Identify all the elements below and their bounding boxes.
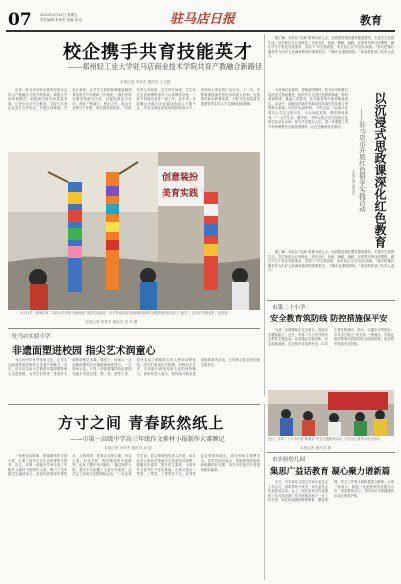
bottom-feature-title: 方寸之间 青春跃然纸上 — [58, 414, 225, 432]
school-kicker: 市第二十小学 — [272, 305, 306, 311]
lower-kicker: 驻马店实验小学 — [12, 334, 51, 340]
safety-caption: 近日，市第二十小学开展“防溺水”安全主题教育活动，学生们认真学习安全知识。 — [268, 437, 383, 441]
right-feature-text-cont: 据了解，该县以“双减”政策为切入点，全面推进课后服务提质增效，丰富学生校园生活。各学校结合自身特色，开设书法、绘画、舞蹈、编程、足球等多种社团课程，满足学生个性化发展需求，实现了“学生愿意留、家长放心交”的良好局面。“我们把课后服务作为办好人民满意教育的重要抓手，不断优化课程供给。”该县教育部门负责人表示。 — [268, 250, 394, 273]
divider-lower-left — [8, 328, 260, 329]
safety-photo — [268, 390, 394, 436]
photo-label-line1: 创意装扮 — [162, 173, 199, 183]
editor-line: 责任编辑 李荣杰 美编 田迁 — [40, 18, 82, 22]
bottom-right-kicker: 市实验幼儿园 — [272, 457, 306, 463]
column-divider-main — [264, 34, 265, 396]
right-top-body — [268, 36, 394, 86]
lower-title: 非遗面塑进校园 指尖艺术润童心 — [12, 346, 156, 357]
lead-body-text: 近来，驻马店市职业教育在校企合作与产教融合方面不断探索，构建人才培养新模式，助推地方经济高质量发展。记者在走访中了解到，学院与多家企业签订合作协议，共建实训基地，开设订单班，让学生在校期间就能接触到真实的生产环境和工作流程。“我们坚持以服务发展为宗旨、以促进就业为导向，深化产教融合、校企合作，推动专业链与产业链、岗位链有机衔接。”学院负责人介绍说。在实训车间里，学生们在企业师傅的指导下认真操作设备，一丝不苟地完成每一道工序。近年来，学院累计为地方企业输送技能人才数千名，毕业生就业率持续保持较高水平，得到用人单位的广泛认可。下一步，学院将继续深化校企协同育人机制，完善现代职业教育体系，为驻马店高质量发展提供坚实的人才支撑和技能保障。 — [8, 88, 260, 111]
feature-title-vertical: 以沉浸式思政课深化红色教育 — [373, 92, 387, 248]
page-header — [0, 0, 401, 34]
lead-title: 校企携手共育技能英才 — [63, 42, 253, 63]
school-title: 安全教育筑防线 防控措施保平安 — [270, 313, 388, 323]
right-feature-body — [268, 88, 348, 248]
safety-photo-illustration — [268, 390, 394, 436]
bottom-right-title: 集思广益话教育 凝心聚力谱新篇 — [270, 466, 391, 476]
section-title: 教育 — [360, 14, 382, 27]
lead-subtitle: ——郑州轻工业大学驻马店商业技术学院共育产教融合新路径 — [68, 62, 263, 71]
bottom-feature-text: 一张张色彩鲜明、排版精美的手抄小报，汇聚了同学们对生活的观察与思考。近日，市第一高级中学举办高三年级作文素材小报制作大赛，吸引了全年级学生踊跃参与。参赛作品围绕时事热点、人物风采、经典名句等主题，内容丰富，形式多样，既有精美的手绘插图，也有工整的书法摘抄。“通过制作小报，我们不仅积累了大量写作素材，还学会了如何分类整理和运用。”一位参赛学生说。语文教研组负责人介绍，举办此次大赛旨在帮助学生拓宽阅读视野、积累写作素材、提升语文素养，为高考作文备考打下坚实基础。比赛评选出一等奖、二等奖、三等奖若干名，优秀作品在校园内展出，供全体师生观摩学习。同学们纷纷表示，将继续保持阅读和积累的好习惯，用手中的笔书写青春的精彩篇章。 — [8, 454, 260, 477]
divider-bottom-feature — [8, 404, 260, 405]
bottom-right-text: 近日，市实验幼儿园召开家长委员会工作会议，园领导班子成员、家长委员会代表参加会议。会上，园长向家长代表通报了幼儿园近期工作开展情况和下一步工作计划，家长代表围绕保育教育、膳食管理、安全工作等方面积极建言献策。大家一致表示，将进一步加强家园沟通与合作，形成教育合力，共同为幼儿的健康快乐成长保驾护航。 — [268, 480, 394, 503]
bottom-feature-byline: 本报记者 李荣杰 通讯员 孙 欣 — [104, 446, 152, 450]
photo-label-box — [158, 166, 204, 206]
right-feature-text: 为传承红色基因，厚植爱国情怀，驻马店市积极打造沉浸式思政课堂，组织学生走进红色教育基地，聆听革命故事，重温入党誓词，在实地参观中接受精神洗礼。活动中，讲解员声情并茂地讲述革命先烈英勇斗争的感人事迹，同学们认真聆听，不时记录。“以前只在课本上学过这段历史，今天身临其境，感受特别深刻。”一名学生说。据介绍，今年以来全市已组织红色研学活动百余场，参与学生数万人次，进一步增强了青少年的理想信念和家国情怀，让红色精神代代相传。 — [268, 88, 348, 129]
newspaper-logo: 驻马店日报 — [170, 12, 236, 27]
divider-bottom-right — [267, 452, 395, 453]
photo-credit: 本报记者 李荣杰 通讯员 刘 丹 摄 — [85, 320, 138, 324]
safety-credit: 本报记者 通讯员 摄 — [300, 446, 332, 450]
bottom-right-body — [268, 480, 394, 580]
yarn-tree-photo — [8, 152, 260, 310]
lower-body-text: 为弘扬中华优秀传统文化，让学生近距离感受非物质文化遗产的魅力，近日，驻马店实验小学邀请非遗面塑传承人走进校园，为学生们带来一堂别开生面的面塑艺术课。课堂上，传承人一边讲解面塑的历史渊源和制作技巧，一边现场示范，只见一团团普通的彩色面团在她手中经过揉、搓、捏、挑等工序，很快变成了栩栩如生的人物和动物造型。同学们看得目不转睛，纷纷动手尝试，在体验中感受传统文化的独特魅力。该校负责人表示，将持续开展非遗进校园系列活动，让传统文化在校园里生根发芽。 — [8, 358, 260, 376]
right-top-text: 据了解，该县以“双减”政策为切入点，全面推进课后服务提质增效，丰富学生校园生活。各学校结合自身特色，开设书法、绘画、舞蹈、编程、足球等多种社团课程，满足学生个性化发展需求，实现了“学生愿意留、家长放心交”的良好局面。“我们把课后服务作为办好人民满意教育的重要抓手，不断优化课程供给。”该县教育部门负责人表示。 — [268, 36, 394, 59]
photo-caption: 4月11日，驿城区第二实验小学开展“创意装扮”美育实践活动，孩子们用彩色毛线和废旧材料为校园里的树木穿上“新衣”，在动手中感受美、创造美。 — [20, 311, 231, 315]
feature-subtitle-vertical: ——驻马店市开展红色研学实践活动 — [358, 108, 366, 212]
date-line: 2024年4月12日 星期五 — [40, 13, 78, 17]
school-body — [268, 328, 394, 388]
school-body-text: 为进一步增强师生安全意识，提高应急避险能力，近日，市第二十小学开展安全教育主题活动。活动通过专题讲座、应急疏散演练、安全知识竞赛等形式，向学生普及防溺水、防火、交通安全等知识，引导学生树立“安全第一”的理念。学校还组织教师开展校园安全隐患排查，切实筑牢校园安全防线。 — [268, 328, 394, 346]
bottom-feature-body — [8, 454, 260, 580]
right-feature-body-cont — [268, 250, 394, 298]
feature-byline-vertical: 本报记者 通讯员 — [351, 170, 355, 195]
header-rule — [6, 30, 395, 32]
lower-body — [8, 358, 260, 402]
column-divider-bottom — [264, 404, 265, 580]
bottom-feature-subtitle: ——市第一高级中学高三年级作文素材小报制作大赛侧记 — [70, 436, 225, 443]
page-number: 07 — [8, 10, 32, 30]
yarn-tree-illustration — [8, 152, 260, 310]
lead-byline: 本报记者 李荣杰 通讯员 王文娟 — [120, 80, 171, 84]
photo-label-line2: 美育实践 — [162, 189, 199, 199]
divider-right-school — [267, 300, 395, 301]
lead-body — [8, 88, 260, 150]
